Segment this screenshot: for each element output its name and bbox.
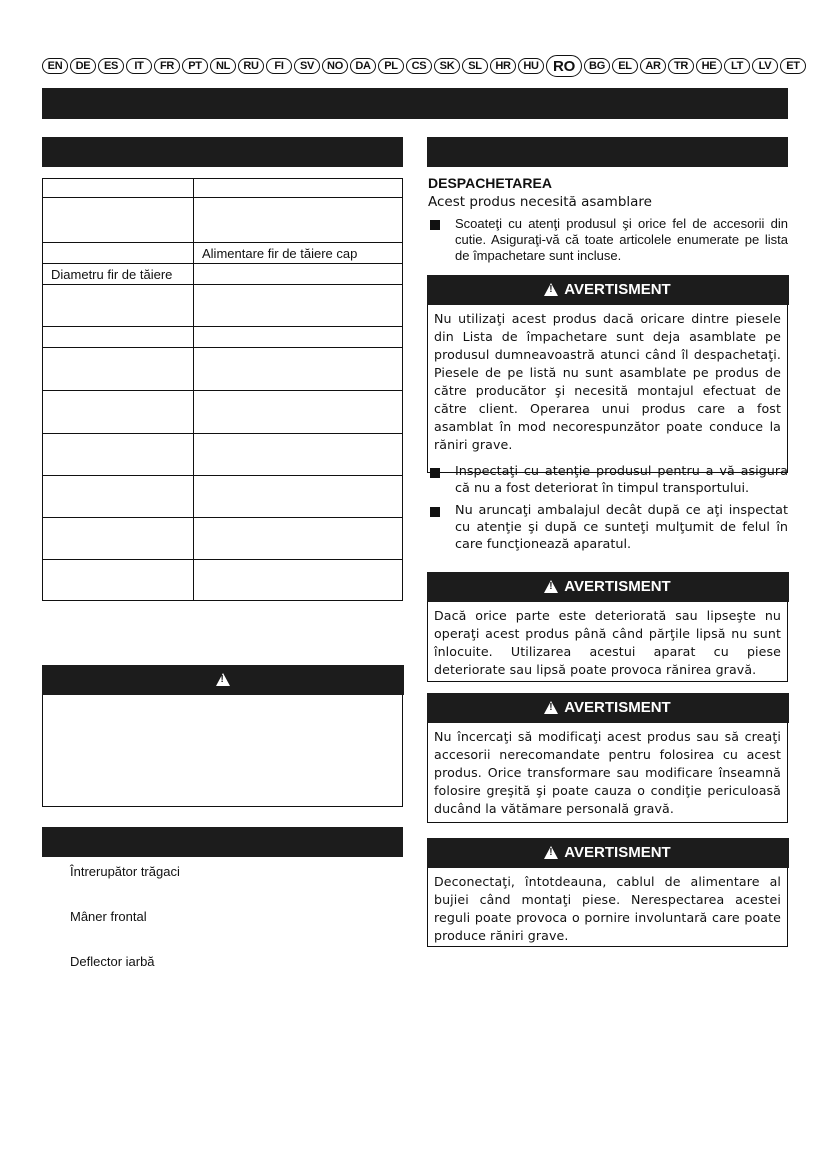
language-option-de[interactable]: DE	[70, 58, 96, 74]
spec-label	[43, 198, 194, 243]
warning-header	[427, 693, 789, 723]
language-option-tr[interactable]: TR	[668, 58, 694, 74]
warning-icon	[544, 846, 558, 859]
language-option-et[interactable]: ET	[780, 58, 806, 74]
language-option-no[interactable]: NO	[322, 58, 348, 74]
language-option-it[interactable]: IT	[126, 58, 152, 74]
feature-item: Deflector iarbă	[70, 954, 155, 969]
features-header-bar	[42, 827, 403, 857]
language-option-hr[interactable]: HR	[490, 58, 516, 74]
specifications-header-bar	[42, 137, 403, 167]
spec-value	[194, 348, 403, 391]
warning-label: AVERTISMENT	[564, 699, 671, 716]
warning-icon	[544, 701, 558, 714]
language-option-sk[interactable]: SK	[434, 58, 460, 74]
bullet-icon	[430, 468, 440, 478]
warning-label: AVERTISMENT	[564, 281, 671, 298]
language-option-el[interactable]: EL	[612, 58, 638, 74]
language-option-hu[interactable]: HU	[518, 58, 544, 74]
bullet-icon	[430, 220, 440, 230]
spec-label	[43, 560, 194, 601]
safety-warning-box	[42, 665, 403, 807]
language-option-da[interactable]: DA	[350, 58, 376, 74]
warning-text: Nu utilizaţi acest produs dacă oricare dintre piesele din Lista de împachetare sunt deja asamblate pe produsul dumneavoastră atunci când îl despachetaţi. Piesele de pe listă nu sunt asamblate pe produs de către producător şi necesită montajul efectuat de către client. Operarea unui produs care a fost asamblat în mod necorespunzător poate conduce la răniri grave.	[434, 310, 781, 452]
spec-label	[43, 391, 194, 434]
language-option-ar[interactable]: AR	[640, 58, 666, 74]
warning-box	[427, 838, 788, 947]
language-option-pl[interactable]: PL	[378, 58, 404, 74]
unpacking-subtitle: Acest produs necesită asamblare	[428, 194, 652, 210]
specifications-table	[42, 178, 403, 601]
warning-header	[427, 838, 789, 868]
feature-item: Întrerupător trăgaci	[70, 864, 180, 879]
warning-label: AVERTISMENT	[564, 844, 671, 861]
language-option-ru[interactable]: RU	[238, 58, 264, 74]
page-header-bar	[42, 88, 788, 119]
spec-value	[194, 476, 403, 518]
unpacking-step: Scoateţi cu atenţi produsul şi orice fel de accesorii din cutie. Asiguraţi-vă că toate articolele enumerate pe lista de împachetare sunt incluse.	[455, 216, 788, 263]
language-option-he[interactable]: HE	[696, 58, 722, 74]
unpacking-step: Nu aruncaţi ambalajul decât după ce aţi inspectat cu atenţie şi după ce sunteţi mulţumit de felul în care funcţionează aparatul.	[455, 503, 788, 552]
language-option-cs[interactable]: CS	[406, 58, 432, 74]
language-option-sv[interactable]: SV	[294, 58, 320, 74]
warning-header	[427, 275, 789, 305]
warning-header	[427, 572, 789, 602]
spec-value	[194, 560, 403, 601]
spec-label	[43, 285, 194, 327]
warning-text: Deconectaţi, întotdeauna, cablul de alimentare al bujiei când montaţi piese. Nerespectarea acestei reguli poate provoca o pornire involuntară care poate produce răniri grave.	[434, 873, 781, 943]
language-option-lv[interactable]: LV	[752, 58, 778, 74]
assembly-header-bar	[427, 137, 788, 167]
spec-value	[194, 518, 403, 560]
warning-icon	[544, 580, 558, 593]
language-option-ro[interactable]: RO	[546, 55, 582, 77]
warning-box	[427, 275, 788, 473]
spec-value	[194, 327, 403, 348]
spec-label	[43, 179, 194, 198]
feature-item: Mâner frontal	[70, 909, 147, 924]
spec-value	[194, 198, 403, 243]
language-option-es[interactable]: ES	[98, 58, 124, 74]
warning-text: Nu încercaţi să modificaţi acest produs sau să creaţi accesorii nerecomandate pentru folosirea cu acest produs. Orice transformare sau modificare înseamnă folosire greşită şi poate cauza o condiţie periculoasă ducând la vătămare personală gravă.	[434, 728, 781, 816]
warning-icon	[544, 283, 558, 296]
language-option-nl[interactable]: NL	[210, 58, 236, 74]
spec-label	[43, 327, 194, 348]
warning-box	[427, 693, 788, 823]
language-selector	[42, 56, 800, 76]
unpacking-title: DESPACHETAREA	[428, 175, 552, 191]
language-option-fi[interactable]: FI	[266, 58, 292, 74]
language-option-sl[interactable]: SL	[462, 58, 488, 74]
spec-value	[194, 391, 403, 434]
language-option-pt[interactable]: PT	[182, 58, 208, 74]
spec-value	[194, 264, 403, 285]
warning-box	[427, 572, 788, 682]
warning-label: AVERTISMENT	[564, 578, 671, 595]
spec-label	[43, 476, 194, 518]
bullet-icon	[430, 507, 440, 517]
spec-value	[194, 285, 403, 327]
warning-icon	[216, 673, 230, 686]
language-option-lt[interactable]: LT	[724, 58, 750, 74]
spec-label	[43, 434, 194, 476]
language-option-bg[interactable]: BG	[584, 58, 610, 74]
spec-label	[43, 518, 194, 560]
spec-label	[43, 348, 194, 391]
spec-label: Diametru fir de tăiere	[43, 264, 194, 285]
warning-text: Dacă orice parte este deteriorată sau lipseşte nu operaţi acest produs până când părţile lipsă nu sunt înlocuite. Utilizarea acestui aparat cu piese deteriorate sau lipsă poate provoca rănirea gravă.	[434, 607, 781, 677]
unpacking-step: Inspectaţi cu atenţie produsul pentru a vă asigura că nu a fost deteriorat în timpul transportului.	[455, 464, 788, 496]
spec-label	[43, 243, 194, 264]
spec-value	[194, 179, 403, 198]
safety-warning-header	[42, 665, 404, 695]
language-option-fr[interactable]: FR	[154, 58, 180, 74]
spec-value: Alimentare fir de tăiere cap	[194, 243, 403, 264]
spec-value	[194, 434, 403, 476]
language-option-en[interactable]: EN	[42, 58, 68, 74]
